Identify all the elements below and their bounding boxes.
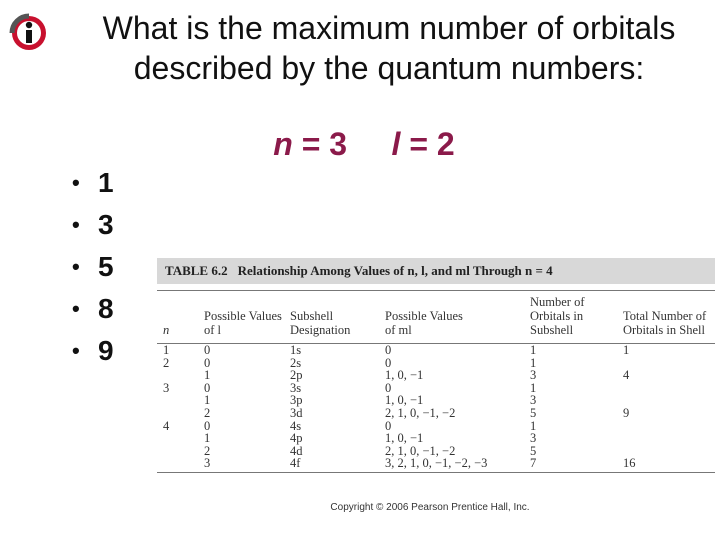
cell-tot: 9 (623, 405, 630, 420)
table-row (157, 432, 715, 445)
cell-sub: 1s (290, 343, 302, 357)
answer-option-label: 9 (98, 335, 114, 366)
cell-ml: 2, 1, 0, −1, −2 (385, 405, 456, 420)
cell-ml: 1, 0, −1 (385, 368, 424, 383)
cell-sub: 3s (290, 380, 302, 395)
table-header (157, 258, 715, 284)
cell-sub: 4p (290, 431, 303, 446)
cell-tot: 4 (623, 368, 630, 383)
n-value: = 3 (292, 126, 392, 162)
answer-option (72, 246, 114, 288)
n-variable: n (273, 126, 293, 162)
table-row (157, 357, 715, 370)
l-value: = 2 (400, 126, 455, 162)
answer-option (72, 288, 114, 330)
cell-n: 4 (163, 418, 170, 433)
cell-tot: 16 (623, 456, 636, 471)
cell-l: 1 (204, 368, 211, 383)
table-body (157, 344, 715, 470)
bullet-icon: • (72, 338, 80, 363)
cell-orb: 3 (530, 393, 537, 408)
answer-option (72, 204, 114, 246)
cell-orb: 7 (530, 456, 537, 471)
answer-option (72, 162, 114, 204)
cell-orb: 3 (530, 431, 537, 446)
orbital-table (157, 258, 715, 473)
answer-option (72, 330, 114, 372)
table-row (157, 382, 715, 395)
cell-sub: 4d (290, 443, 303, 458)
cell-n: 3 (163, 380, 170, 395)
table-row (157, 369, 715, 382)
cell-sub: 4s (290, 418, 302, 433)
cell-l: 3 (204, 456, 211, 471)
cell-ml: 3, 2, 1, 0, −1, −2, −3 (385, 456, 488, 471)
col-ml: Possible Values of ml (385, 309, 463, 337)
cell-ml: 0 (385, 380, 392, 395)
copyright-text: Copyright © 2006 Pearson Prentice Hall, Inc. (330, 502, 530, 513)
cell-sub: 2s (290, 355, 302, 370)
table-row (157, 344, 715, 357)
cell-sub: 4f (290, 456, 301, 471)
cell-ml: 0 (385, 355, 392, 370)
table-row (157, 420, 715, 433)
bullet-icon: • (72, 212, 80, 237)
cell-ml: 1, 0, −1 (385, 431, 424, 446)
cell-ml: 0 (385, 418, 392, 433)
bullet-icon: • (72, 254, 80, 279)
col-orbitals: Number of Orbitals in Subshell (530, 295, 585, 337)
table-caption: Relationship Among Values of n, l, and ml Through n = 4 (237, 263, 553, 278)
cell-l: 1 (204, 431, 211, 446)
cell-ml: 0 (385, 343, 392, 357)
col-l: Possible Values of l (204, 309, 282, 337)
l-variable: l (391, 126, 401, 162)
cell-l: 2 (204, 443, 211, 458)
cell-n: 2 (163, 355, 170, 370)
answer-option-label: 3 (98, 209, 114, 240)
cell-orb: 5 (530, 443, 537, 458)
cell-orb: 1 (530, 355, 537, 370)
cell-orb: 5 (530, 405, 537, 420)
cell-l: 0 (204, 418, 211, 433)
table-columns (157, 291, 715, 343)
table-row (157, 457, 715, 470)
cell-sub: 2p (290, 368, 303, 383)
table-tag: TABLE 6.2 (165, 263, 228, 278)
cell-orb: 1 (530, 343, 537, 357)
answer-option-label: 8 (98, 293, 114, 324)
table-row (157, 407, 715, 420)
col-total: Total Number of Orbitals in Shell (623, 309, 707, 337)
cell-orb: 1 (530, 418, 537, 433)
cell-ml: 2, 1, 0, −1, −2 (385, 443, 456, 458)
bullet-icon: • (72, 296, 80, 321)
cell-l: 0 (204, 343, 211, 357)
cell-n: 1 (163, 343, 170, 357)
answer-option-label: 1 (98, 167, 114, 198)
cell-orb: 1 (530, 380, 537, 395)
col-n: n (163, 323, 170, 337)
cell-l: 2 (204, 405, 211, 420)
col-subshell: Subshell Designation (290, 309, 351, 337)
cell-sub: 3p (290, 393, 303, 408)
cell-sub: 3d (290, 405, 303, 420)
table-bottom-rule (157, 472, 715, 473)
bullet-icon: • (72, 170, 80, 195)
quantum-numbers (0, 126, 728, 163)
cell-l: 0 (204, 355, 211, 370)
cell-l: 0 (204, 380, 211, 395)
question-title: What is the maximum number of orbitals described by the quantum numbers: (102, 10, 676, 86)
cell-l: 1 (204, 393, 211, 408)
cell-tot: 1 (623, 343, 630, 357)
cell-orb: 3 (530, 368, 537, 383)
cell-ml: 1, 0, −1 (385, 393, 424, 408)
answer-option-label: 5 (98, 251, 114, 282)
answer-options-list (72, 162, 114, 372)
info-logo-icon (8, 10, 54, 56)
